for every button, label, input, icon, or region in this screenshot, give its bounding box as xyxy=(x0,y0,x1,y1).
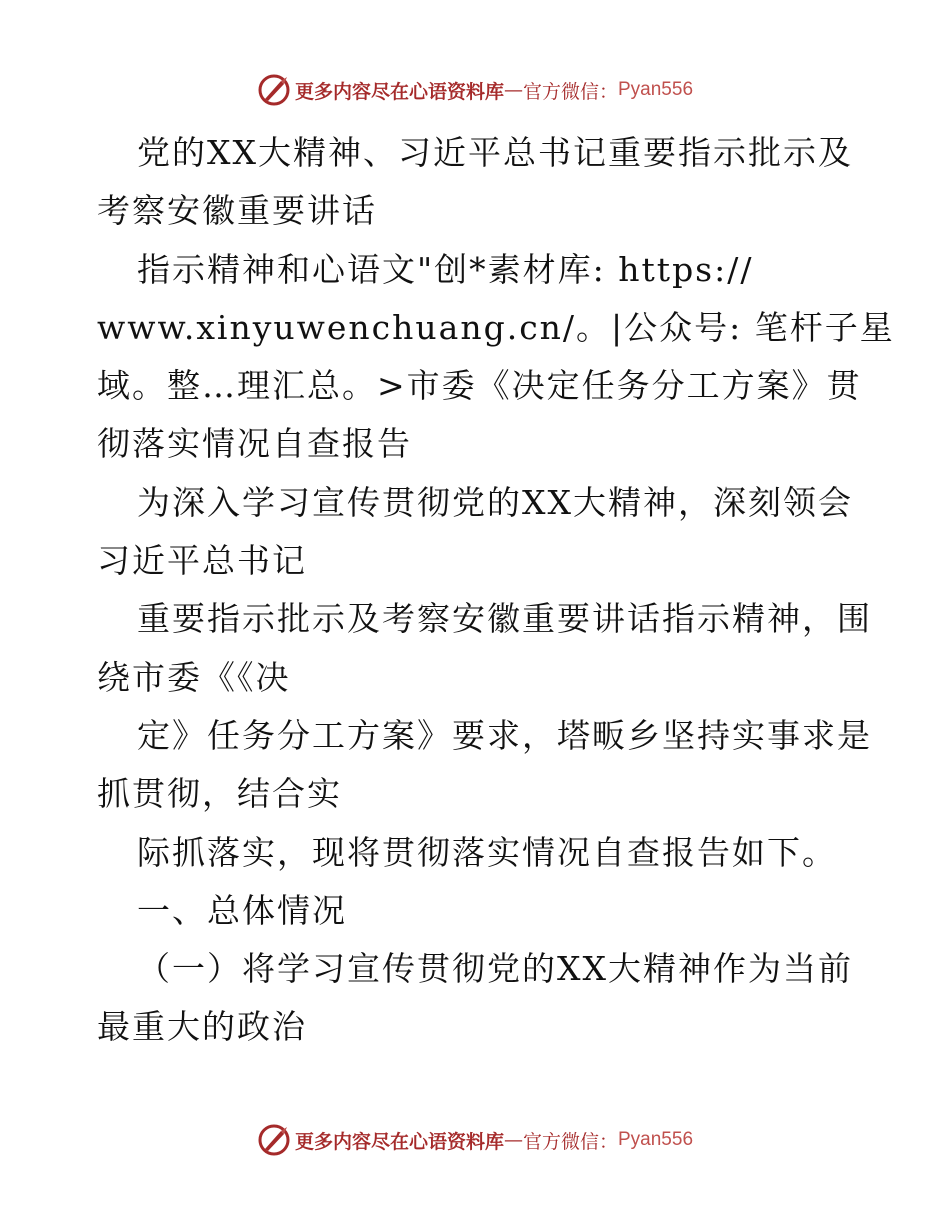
banner-promo-text: 更多内容尽在心语资料库 xyxy=(294,1130,504,1153)
text-line-12: 抓贯彻，结合实 xyxy=(97,774,342,814)
banner-wechat-account: Pyan556 xyxy=(618,1129,694,1150)
text-line-13: 际抓落实，现将贯彻落实情况自查报告如下。 xyxy=(137,832,837,872)
text-line-8: 习近平总书记 xyxy=(97,541,307,581)
quill-logo-icon xyxy=(257,1123,291,1157)
text-line-9: 重要指示批示及考察安徽重要讲话指示精神，围 xyxy=(137,599,872,639)
banner-separator: — xyxy=(503,79,523,101)
text-line-16: 最重大的政治 xyxy=(97,1007,307,1047)
text-line-11: 定》任务分工方案》要求，塔畈乡坚持实事求是 xyxy=(137,715,872,755)
text-line-10: 绕市委《《决 xyxy=(97,657,291,697)
banner-wechat-account: Pyan556 xyxy=(618,79,694,100)
text-line-15: （一）将学习宣传贯彻党的XX大精神作为当前 xyxy=(137,949,853,989)
banner-separator: — xyxy=(503,1129,523,1151)
text-line-3: 指示精神和心语文"创*素材库: https:// xyxy=(137,249,754,289)
footer-watermark-banner xyxy=(0,1120,950,1160)
text-line-1: 党的XX大精神、习近平总书记重要指示批示及 xyxy=(137,133,853,172)
quill-logo-icon xyxy=(257,73,291,107)
text-line-5: 域。整…理汇总。>市委《决定任务分工方案》贯 xyxy=(97,366,862,406)
section-heading-overview: 一、总体情况 xyxy=(137,890,347,930)
text-line-7: 为深入学习宣传贯彻党的XX大精神，深刻领会 xyxy=(137,482,853,522)
banner-wechat-label: 官方微信： xyxy=(522,80,618,103)
document-body xyxy=(97,124,895,1057)
text-line-6: 彻落实情况自查报告 xyxy=(97,424,412,464)
banner-wechat-label: 官方微信： xyxy=(522,1130,618,1153)
text-line-4: www.xinyuwenchuang.cn/。|公众号: 笔杆子星 xyxy=(97,307,895,347)
banner-promo-text: 更多内容尽在心语资料库 xyxy=(294,80,504,103)
text-line-2: 考察安徽重要讲话 xyxy=(97,191,377,231)
header-watermark-banner xyxy=(0,70,950,110)
